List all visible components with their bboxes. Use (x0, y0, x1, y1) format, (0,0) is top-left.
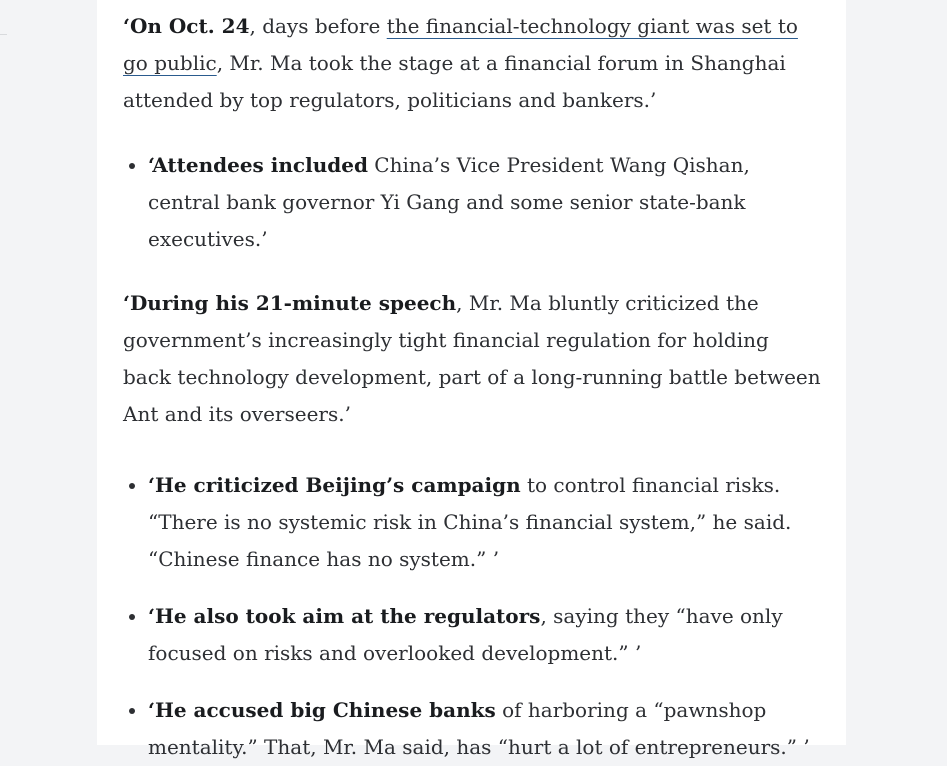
paragraph-lead: ‘During his 21-minute speech (123, 291, 457, 315)
bullet-lead: ‘He accused big Chinese banks (148, 698, 496, 722)
bullet-list-criticisms (123, 467, 823, 766)
bullet-lead: ‘Attendees included (148, 153, 368, 177)
bullet-lead: ‘He criticized Beijing’s campaign (148, 473, 521, 497)
paragraph-oct-24 (123, 8, 823, 119)
list-item (148, 692, 823, 766)
list-item (148, 598, 823, 672)
bullet-lead: ‘He also took aim at the regulators (148, 604, 541, 628)
paragraph-speech (123, 285, 823, 433)
paragraph-text: , days before (249, 14, 387, 38)
list-item (148, 147, 823, 258)
bullet-text: China’s Vice President Wang Qishan, central bank governor Yi Gang and some senior state-bank executives.’ (148, 153, 750, 251)
paragraph-lead: ‘On Oct. 24 (123, 14, 250, 38)
bullet-text: to control financial risks. “There is no systemic risk in China’s financial system,” he said. “Chinese finance has no system.” ’ (148, 473, 792, 571)
bullet-list-attendees (123, 147, 823, 258)
paragraph-text: , Mr. Ma took the stage at a financial forum in Shanghai attended by top regulators, politicians and bankers.’ (123, 51, 786, 112)
bullet-text: of harboring a “pawnshop mentality.” That, Mr. Ma said, has “hurt a lot of entrepreneurs.” ’ (148, 698, 810, 759)
ipo-article-link[interactable]: the financial-technology giant was set to go public (123, 14, 798, 75)
bullet-text: , saying they “have only focused on risks and overlooked development.” ’ (148, 604, 783, 665)
article-body (123, 8, 823, 766)
list-item (148, 467, 823, 578)
paragraph-text: , Mr. Ma bluntly criticized the government’s increasingly tight financial regulation for holding back technology development, part of a long-running battle between Ant and its overseers.’ (123, 291, 821, 426)
article-page (97, 0, 846, 759)
edge-divider (0, 34, 7, 35)
